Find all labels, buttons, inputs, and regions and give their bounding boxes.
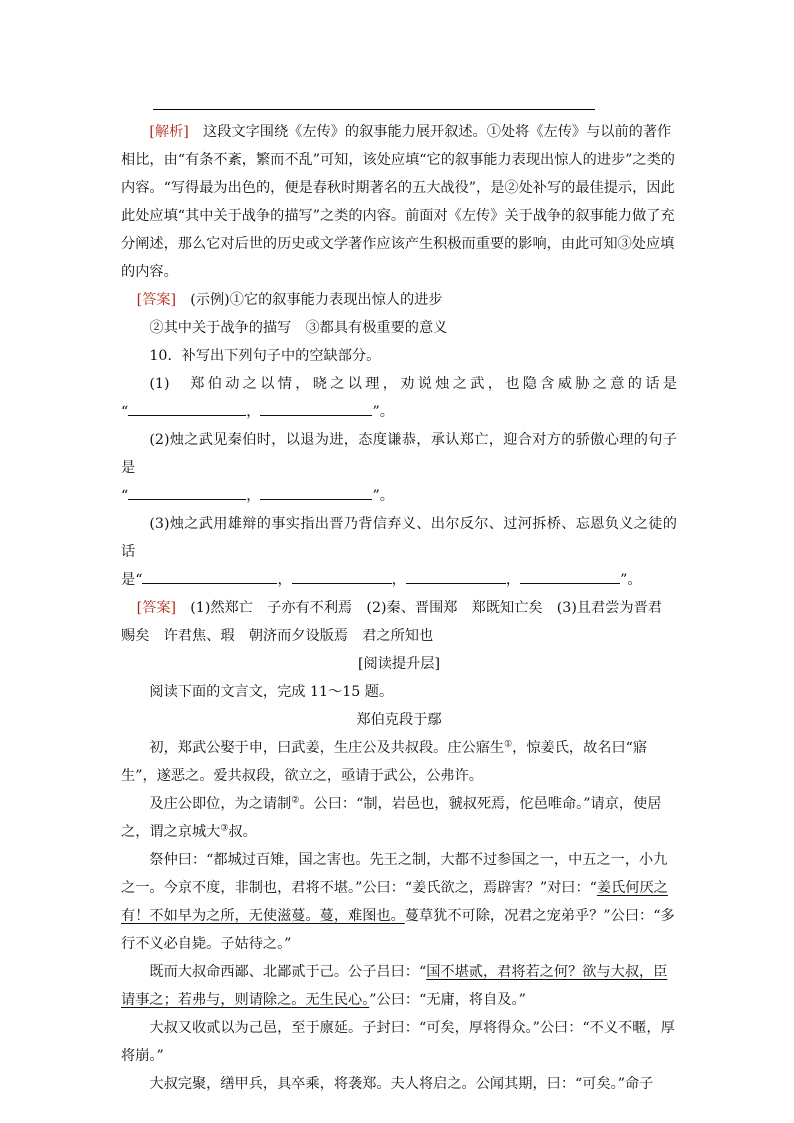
passage-text: 。公曰：“制，岩邑也，虢叔死焉，佗邑唯命。”请京，使居之，谓之京城大	[121, 796, 662, 840]
passage-paragraph-6: 大叔完聚，缮甲兵，具卒乘，将袭郑。夫人将启之。公闻其期，曰：“可矣。”命子	[149, 1076, 654, 1092]
underlined-sentence: 国不堪贰，君将若之何？欲与大叔，臣请事之；若弗与，则请除之。无生民心。	[121, 964, 668, 1008]
passage-text: 既而大叔命西鄙、北鄙贰于己。公子吕曰：“	[149, 964, 427, 980]
blank-field	[520, 569, 620, 584]
comma: ，	[277, 572, 292, 588]
close-quote: ”。	[620, 572, 642, 588]
blank-field	[406, 569, 506, 584]
answer10-text: (1)然郑亡 子亦有不利焉 (2)秦、晋围郑 郑既知亡矣 (3)且君尝为晋君	[190, 600, 662, 616]
q10-heading: 10．补写出下列句子中的空缺部分。	[149, 348, 381, 364]
comma: ，	[246, 488, 261, 504]
header-rule	[153, 109, 595, 110]
passage-text: 初，郑武公娶于申，曰武姜，生庄公及共叔段。庄公寤生	[149, 740, 505, 756]
q10-item2: (2)烛之武见秦伯时，以退为进，态度谦恭，承认郑亡，迎合对方的骄傲心理的句子是	[121, 432, 677, 476]
close-quote: ”。	[372, 404, 394, 420]
passage-paragraph-3	[121, 846, 677, 958]
passage-text: 及庄公即位，为之请制	[149, 796, 292, 812]
q10-item2-blanks	[121, 482, 677, 510]
blank-field	[128, 401, 246, 416]
footnote-marker: ①	[504, 739, 513, 750]
passage-paragraph-2	[121, 790, 677, 846]
open-quote: “	[121, 488, 129, 504]
answer9-tag: [答案]	[136, 292, 177, 308]
passage-text: 蔓草犹不可除，况君之宠弟乎？”公曰：“多行不义必自毙。子姑待之。”	[121, 908, 675, 952]
q10-item1-blanks	[121, 398, 677, 426]
q10-item3: (3)烛之武用雄辩的事实指出晋乃背信弃义、出尔反尔、过河拆桥、忘恩负义之徒的话	[121, 516, 677, 560]
passage-text: ，惊姜氏，故名曰“寤生”，遂恶之。爱共叔段，欲立之，亟请于武公，公弗许。	[121, 740, 648, 784]
footnote-marker: ③	[220, 823, 229, 834]
analysis-tag: [解析]	[149, 124, 189, 140]
blank-field	[128, 485, 246, 500]
section-title: [阅读提升层]	[357, 656, 440, 672]
close-quote: ”。	[372, 488, 394, 504]
blank-field	[292, 569, 392, 584]
footnote-marker: ②	[291, 795, 300, 806]
answer10-line2: 赐矣 许君焦、瑕 朝济而夕设版焉 君之所知也	[121, 628, 434, 644]
passage-paragraph-4	[121, 958, 677, 1014]
passage-paragraph-5: 大叔又收贰以为己邑，至于廪延。子封曰：“可矣，厚将得众。”公曰：“不义不暱，厚将崩。”	[121, 1020, 675, 1064]
passage-paragraph-1	[121, 734, 677, 790]
item3-prefix: 是“	[121, 572, 143, 588]
passage-text: ”公曰：“无庸，将自及。”	[369, 992, 526, 1008]
comma: ，	[391, 572, 406, 588]
open-quote: “	[121, 404, 129, 420]
blank-field	[260, 401, 372, 416]
passage-text: 祭仲曰：“都城过百雉，国之害也。先王之制，大都不过参国之一，中五之一，小九之一。今京不度，非制也，君将不堪。”公曰：“姜氏欲之，焉辟害？”对曰：“	[121, 852, 668, 896]
answer9-text: (示例)①它的叙事能力表现出惊人的进步	[190, 292, 443, 308]
analysis-text: 这段文字围绕《左传》的叙事能力展开叙述。①处将《左传》与以前的著作相比，由“有条不紊，繁而不乱”可知，该处应填“它的叙事能力表现出惊人的进步”之类的内容。“写得最为出色的，便是春秋时期著名的五大战役”，是②处补写的最佳提示，因此此处应填“其中关于战争的描写”之类的内容。前面对《左传》关于战争的叙事能力做了充分阐述，那么它对后世的历史或文学著作应该产生积极而重要的影响，由此可知③处应填的内容。	[121, 124, 675, 280]
analysis-paragraph	[121, 118, 677, 286]
passage-title: 郑伯克段于鄢	[356, 712, 442, 728]
underlined-sentence: 姜氏何厌之有！不如早为之所，无使滋蔓。蔓，难图也。	[121, 880, 668, 924]
document-content	[121, 118, 677, 1098]
answer10-tag: [答案]	[136, 600, 177, 616]
answer9-line2: ②其中关于战争的描写 ③都具有极重要的意义	[149, 320, 448, 336]
comma: ，	[246, 404, 261, 420]
answer10-line1	[121, 594, 677, 622]
blank-field	[260, 485, 372, 500]
instruction: 阅读下面的文言文，完成 11～15 题。	[149, 684, 394, 700]
answer9-line1	[121, 286, 677, 314]
q10-item3-blanks	[121, 566, 677, 594]
comma: ，	[505, 572, 521, 588]
blank-field	[142, 569, 277, 584]
q10-item1: (1) 郑伯动之以情，晓之以理，劝说烛之武，也隐含威胁之意的话是	[149, 376, 677, 392]
passage-text: 叔。	[228, 824, 257, 840]
